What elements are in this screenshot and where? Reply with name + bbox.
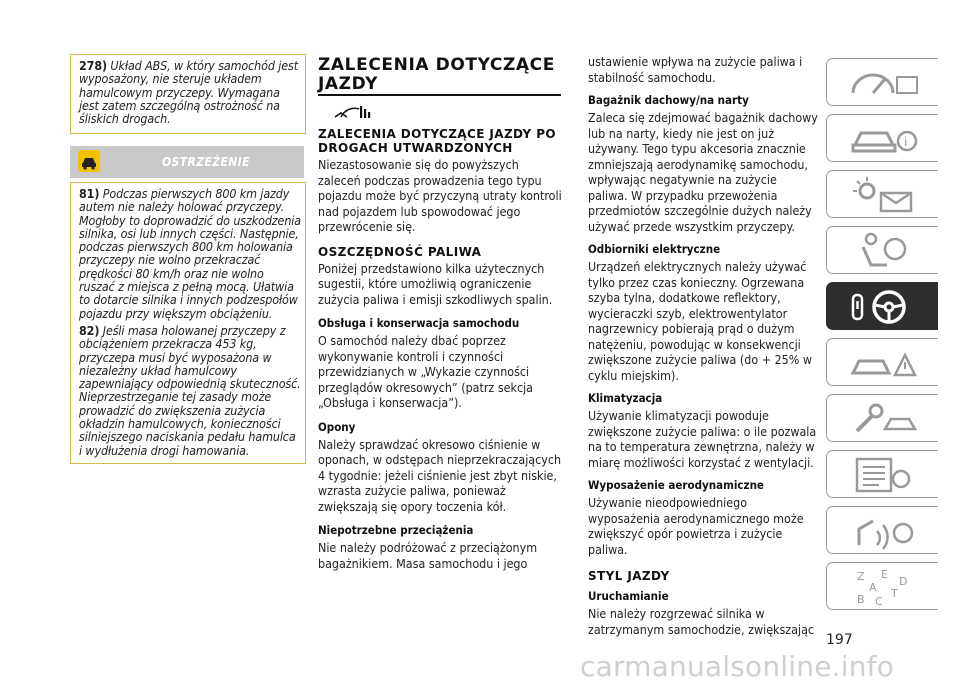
warning-title: OSTRZEŻENIE — [162, 155, 250, 169]
page-number: 197 — [826, 632, 853, 648]
car-skid-warning-icon — [78, 150, 100, 172]
heading-air-conditioning: Klimatyzacja — [588, 391, 663, 405]
tab-safety[interactable] — [826, 226, 938, 274]
maintenance-text: O samochód należy dbać poprzez wykonywanie kontroli i czynności przewidzianych w „Wykazie czynności przeglądów okresowych” (patrz sekcja „Obsługa i konserwacja”). — [318, 333, 533, 410]
tab-driving[interactable] — [826, 282, 938, 330]
warning-header — [70, 146, 304, 178]
eco-drive-icon — [333, 103, 373, 121]
subsection-paved-roads-title: ZALECENIA DOTYCZĄCE JAZDY PO DROGACH UTWARDZONYCH — [318, 127, 556, 155]
heading-tyres: Opony — [318, 419, 356, 434]
svg-text:A: A — [869, 581, 877, 594]
svg-text:D: D — [899, 575, 908, 588]
continued-text: ustawienie wpływa na zużycie paliwa i stabilność samochodu. — [588, 54, 803, 85]
tab-dashboard[interactable] — [826, 58, 938, 106]
subsection-fuel-economy-title: OSZCZĘDNOŚĆ PALIWA — [318, 244, 482, 259]
dashboard-icon — [843, 63, 925, 103]
heading-aero-equipment: Wyposażenie aerodynamiczne — [588, 478, 764, 492]
alphabet-index-icon — [843, 567, 925, 607]
tyres-text: Należy sprawdzać okresowo ciśnienie w oponach, w odstępach nieprzekraczających 4 tygodnie: jeżeli ciśnienie jest zbyt niskie, wzrasta zużycie paliwa, ponieważ zwiększają się opory toczenia kół. — [318, 436, 562, 514]
watermark: carmanualsonline.info — [580, 650, 895, 683]
tab-multimedia[interactable] — [826, 506, 938, 554]
note-278-text: Układ ABS, w który samochód jest wyposażony, nie steruje układem hamulcowym przyczepy. Wymagana jest zatem szczególną ostrożność na śliskich drogach. — [79, 58, 299, 127]
car-info-icon — [843, 119, 925, 159]
fuel-economy-text: Poniżej przedstawiono kilka użytecznych sugestii, które umożliwią ograniczenie zużycia paliwa i emisji szkodliwych spalin. — [318, 260, 553, 307]
starting-text: Nie należy rozgrzewać silnika w zatrzymanym samochodzie, zwiększając — [588, 606, 815, 637]
spec-sheet-icon — [843, 455, 925, 495]
svg-text:i: i — [904, 135, 908, 149]
tab-car-info[interactable] — [826, 114, 938, 162]
note-81-text: Podczas pierwszych 800 km jazdy autem nie należy holować przyczepy. Mogłoby to doprowadzić do uszkodzenia silnika, osi lub innych części. Następnie, podczas pierwszych 800 km holowania przyczepy nie wolno przekraczać prędkości 80 km/h oraz nie wolno ruszać z miejsca z pełną mocą. Ułatwia to dotarcie silnika i innych podzespołów pojazdu przy większym obciążeniu. — [79, 186, 302, 321]
lights-envelope-icon — [843, 175, 925, 215]
subsection-driving-style-title: STYL JAZDY — [588, 569, 670, 583]
aero-equipment-text: Używanie nieodpowiedniego wyposażenia aerodynamicznego może zwiększyć opór powietrza i zużycie paliwa. — [588, 495, 804, 557]
heading-electrical: Odbiorniki elektryczne — [588, 242, 721, 256]
tab-emergency[interactable] — [826, 338, 938, 386]
tab-lights-messages[interactable] — [826, 170, 938, 218]
warning-box — [70, 182, 306, 464]
section-title: ZALECENIA DOTYCZĄCE JAZDY — [318, 55, 555, 94]
airbag-seat-icon — [843, 231, 925, 271]
roof-rack-text: Zaleca się zdejmować bagażnik dachowy lub na narty, kiedy nie jest on już używany. Tego typu akcesoria znacznie zmniejszają aerodynamikę samochodu, wpływając negatywnie na zużycie paliwa. W przypadku przewożenia przedmiotów szczególnie dużych należy używać przede wszystkim przyczepy. — [588, 110, 818, 234]
svg-text:C: C — [875, 595, 883, 607]
svg-text:Z: Z — [857, 570, 865, 583]
overload-text: Nie należy podróżować z przeciążonym bagażnikiem. Masa samochodu i jego — [318, 540, 538, 571]
tab-technical-data[interactable] — [826, 450, 938, 498]
note-278-box — [70, 54, 306, 134]
heading-starting: Uruchamianie — [588, 589, 669, 603]
key-steering-wheel-icon — [843, 287, 925, 327]
tab-maintenance[interactable] — [826, 394, 938, 442]
heading-maintenance: Obsługa i konserwacja samochodu — [318, 316, 520, 330]
car-triangle-icon — [843, 343, 925, 383]
note-82-text: Jeśli masa holowanej przyczepy z obciążeniem przekracza 453 kg, przyczepa musi być wyposażona w niezależny układ hamulcowy zapewniający odpowiednią skuteczność. Nieprzestrzeganie tej zasady może prowadzić do zwiększenia zużycia okładzin hamulcowych, konieczności silniejszego naciskania pedału hamulca i wydłużenia drogi hamowania. — [79, 323, 301, 458]
air-conditioning-text: Używanie klimatyzacji powoduje zwiększone zużycie paliwa: o ile pozwala na to temperatura zewnętrzna, należy w miarę możliwości korzystać z wentylacji. — [588, 408, 817, 470]
tab-index[interactable] — [826, 562, 938, 610]
note-81-number: 81) — [79, 186, 100, 201]
note-278-number: 278) — [79, 58, 107, 73]
heading-overload: Niepotrzebne przeciążenia — [318, 523, 474, 537]
multimedia-signal-icon — [843, 511, 925, 551]
wrench-car-icon — [843, 399, 925, 439]
note-82-number: 82) — [79, 323, 100, 338]
paved-roads-text: Niezastosowanie się do powyższych zaleceń podczas prowadzenia tego typu pojazdu może być przyczyną utraty kontroli nad pojazdem lub spowodować jego przewrócenie się. — [318, 157, 562, 234]
title-rule — [318, 94, 561, 96]
heading-roof-rack: Bagażnik dachowy/na narty — [588, 93, 749, 107]
electrical-text: Urządzeń elektrycznych należy używać tylko przez czas konieczny. Ogrzewana szyba tylna, dodatkowe reflektory, wycieraczki szyb, elektrowentylator nagrzewnicy pobierają prąd o dużym natężeniu, powodując w konsekwencji zwiększone zużycie paliwa (do + 25% w cyklu miejskim). — [588, 259, 813, 383]
svg-text:T: T — [891, 587, 898, 600]
svg-text:E: E — [881, 568, 888, 581]
svg-text:B: B — [857, 593, 865, 606]
